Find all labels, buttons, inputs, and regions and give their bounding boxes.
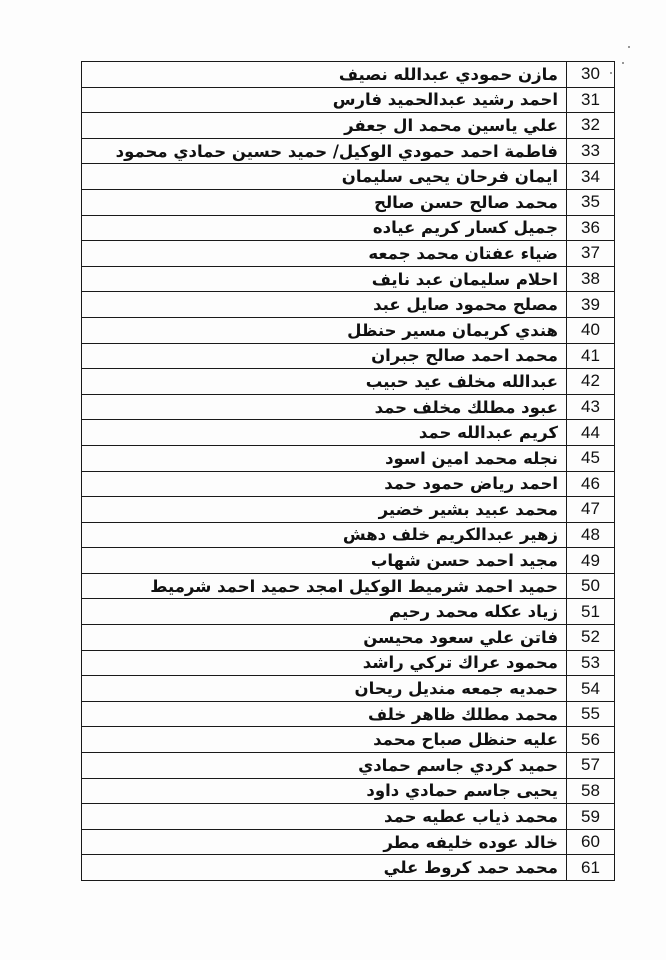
name-cell: محمد ذياب عطيه حمد (82, 804, 567, 830)
number-cell: 53 (567, 650, 615, 676)
table-row (82, 650, 615, 676)
number-cell: 36 (567, 215, 615, 241)
table-row (82, 548, 615, 574)
name-cell: حميد كردي جاسم حمادي (82, 753, 567, 779)
name-cell: يحيى جاسم حمادي داود (82, 778, 567, 804)
table-row (82, 164, 615, 190)
name-cell: مازن حمودي عبدالله نصيف (82, 62, 567, 88)
number-cell: 42 (567, 369, 615, 395)
number-cell: 34 (567, 164, 615, 190)
table-row (82, 292, 615, 318)
names-table-body (82, 62, 615, 881)
number-cell: 56 (567, 727, 615, 753)
name-cell: خالد عوده خليفه مطر (82, 829, 567, 855)
name-cell: ضياء عفتان محمد جمعه (82, 241, 567, 267)
name-cell: حميد احمد شرميط الوكيل امجد حميد احمد شرميط (82, 573, 567, 599)
table-row (82, 701, 615, 727)
names-table (81, 61, 615, 881)
name-cell: عبدالله مخلف عيد حبيب (82, 369, 567, 395)
table-row (82, 138, 615, 164)
number-cell: 30 (567, 62, 615, 88)
table-row (82, 676, 615, 702)
name-cell: محمد احمد صالح جبران (82, 343, 567, 369)
name-cell: محمود عراك تركي راشد (82, 650, 567, 676)
number-cell: 46 (567, 471, 615, 497)
number-cell: 33 (567, 138, 615, 164)
name-cell: محمد حمد كروط علي (82, 855, 567, 881)
table-row (82, 343, 615, 369)
number-cell: 41 (567, 343, 615, 369)
number-cell: 38 (567, 266, 615, 292)
table-row (82, 445, 615, 471)
number-cell: 50 (567, 573, 615, 599)
number-cell: 51 (567, 599, 615, 625)
name-cell: مصلح محمود صايل عبد (82, 292, 567, 318)
table-row (82, 266, 615, 292)
name-cell: حمديه جمعه منديل ريحان (82, 676, 567, 702)
number-cell: 55 (567, 701, 615, 727)
scan-specks (602, 40, 642, 80)
name-cell: ايمان فرحان يحيى سليمان (82, 164, 567, 190)
table-row (82, 215, 615, 241)
number-cell: 57 (567, 753, 615, 779)
table-row (82, 420, 615, 446)
number-cell: 43 (567, 394, 615, 420)
table-row (82, 829, 615, 855)
number-cell: 44 (567, 420, 615, 446)
name-cell: زهير عبدالكريم خلف دهش (82, 522, 567, 548)
number-cell: 47 (567, 497, 615, 523)
name-cell: محمد مطلك ظاهر خلف (82, 701, 567, 727)
name-cell: محمد صالح حسن صالح (82, 189, 567, 215)
table-row (82, 497, 615, 523)
table-row (82, 113, 615, 139)
table-row (82, 753, 615, 779)
number-cell: 31 (567, 87, 615, 113)
number-cell: 40 (567, 317, 615, 343)
number-cell: 45 (567, 445, 615, 471)
name-cell: فاطمة احمد حمودي الوكيل/ حميد حسين حمادي محمود (82, 138, 567, 164)
number-cell: 35 (567, 189, 615, 215)
table-row (82, 573, 615, 599)
name-cell: عبود مطلك مخلف حمد (82, 394, 567, 420)
number-cell: 48 (567, 522, 615, 548)
table-row (82, 317, 615, 343)
number-cell: 54 (567, 676, 615, 702)
name-cell: هندي كريمان مسير حنظل (82, 317, 567, 343)
table-row (82, 855, 615, 881)
speck (622, 62, 624, 64)
name-cell: فاتن علي سعود محيسن (82, 625, 567, 651)
table-row (82, 778, 615, 804)
table-row (82, 471, 615, 497)
number-cell: 58 (567, 778, 615, 804)
number-cell: 49 (567, 548, 615, 574)
number-cell: 52 (567, 625, 615, 651)
speck (610, 72, 612, 74)
table-row (82, 394, 615, 420)
name-cell: مجيد احمد حسن شهاب (82, 548, 567, 574)
number-cell: 59 (567, 804, 615, 830)
name-cell: زياد عكله محمد رحيم (82, 599, 567, 625)
name-cell: احلام سليمان عبد نايف (82, 266, 567, 292)
table-row (82, 87, 615, 113)
number-cell: 39 (567, 292, 615, 318)
name-cell: نجله محمد امين اسود (82, 445, 567, 471)
table-row (82, 599, 615, 625)
name-cell: احمد رياض حمود حمد (82, 471, 567, 497)
name-cell: علي ياسين محمد ال جعفر (82, 113, 567, 139)
table-row (82, 522, 615, 548)
name-cell: احمد رشيد عبدالحميد فارس (82, 87, 567, 113)
number-cell: 32 (567, 113, 615, 139)
table-row (82, 804, 615, 830)
table-row (82, 189, 615, 215)
table-row (82, 62, 615, 88)
table-row (82, 727, 615, 753)
name-cell: محمد عبيد بشير خضير (82, 497, 567, 523)
name-cell: جميل كسار كريم عياده (82, 215, 567, 241)
table-row (82, 369, 615, 395)
name-cell: عليه حنظل صباح محمد (82, 727, 567, 753)
number-cell: 37 (567, 241, 615, 267)
number-cell: 60 (567, 829, 615, 855)
table-row (82, 241, 615, 267)
name-cell: كريم عبدالله حمد (82, 420, 567, 446)
number-cell: 61 (567, 855, 615, 881)
table-row (82, 625, 615, 651)
speck (628, 46, 630, 48)
